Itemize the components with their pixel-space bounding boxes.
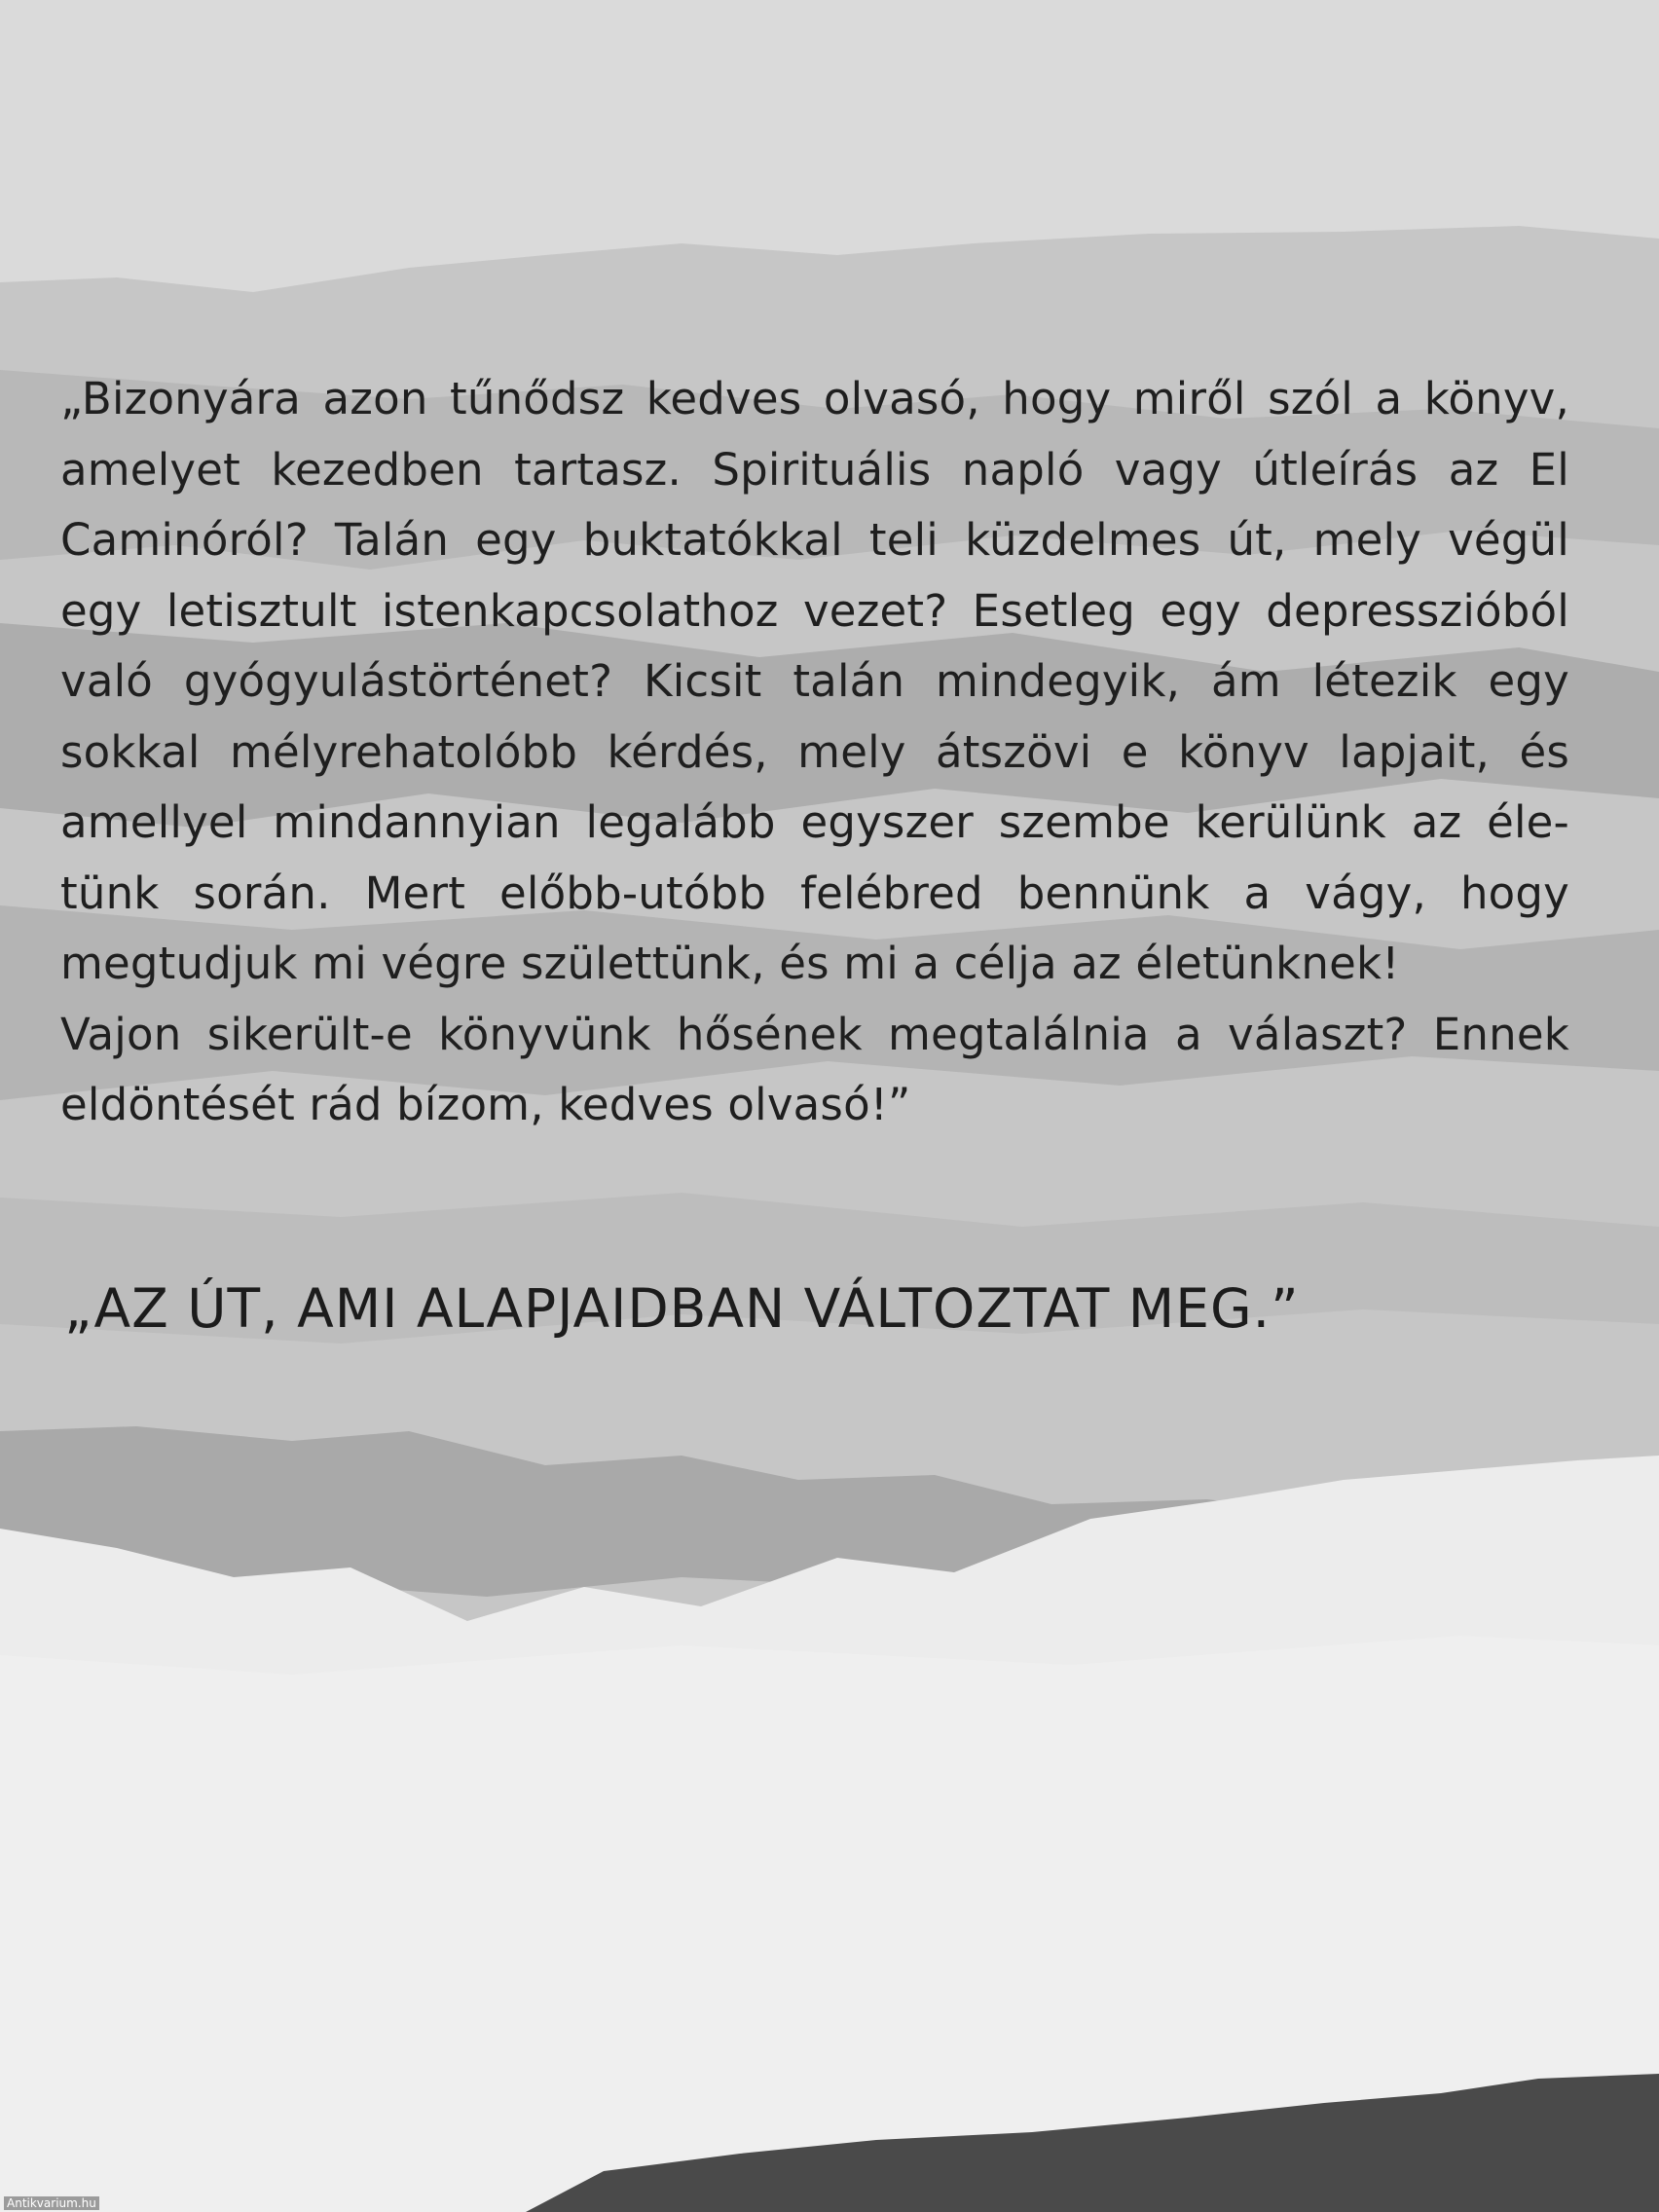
blurb-line: Vajon sikerült-e könyvünk hősének megtalálnia a választ? Ennek <box>60 1008 1569 1060</box>
blurb-line: sokkal mélyrehatolóbb kérdés, mely átszövi e könyv lapjait, és <box>60 725 1569 778</box>
blurb-line: való gyógyulástörténet? Kicsit talán mindegyik, ám létezik egy <box>60 655 1569 707</box>
tagline: „AZ ÚT, AMI ALAPJAIDBAN VÁLTOZTAT MEG.” <box>64 1277 1300 1340</box>
back-cover-blurb <box>60 364 1569 1141</box>
blurb-line: tünk során. Mert előbb-utóbb felébred bennünk a vágy, hogy <box>60 866 1569 919</box>
blurb-line: amellyel mindannyian legalább egyszer szembe kerülünk az éle- <box>60 796 1569 848</box>
blurb-line: „Bizonyára azon tűnődsz kedves olvasó, hogy miről szól a könyv, <box>60 373 1569 424</box>
blurb-line: Caminóról? Talán egy buktatókkal teli küzdelmes út, mely végül <box>60 514 1569 566</box>
blurb-line: amelyet kezedben tartasz. Spirituális napló vagy útleírás az El <box>60 443 1569 496</box>
blurb-line: megtudjuk mi végre születtünk, és mi a célja az életünknek! <box>60 938 1400 989</box>
watermark: Antikvarium.hu <box>4 2196 99 2210</box>
blurb-line: eldöntését rád bízom, kedves olvasó!” <box>60 1079 911 1130</box>
blurb-line: egy letisztult istenkapcsolathoz vezet? Esetleg egy depresszióból <box>60 584 1569 637</box>
